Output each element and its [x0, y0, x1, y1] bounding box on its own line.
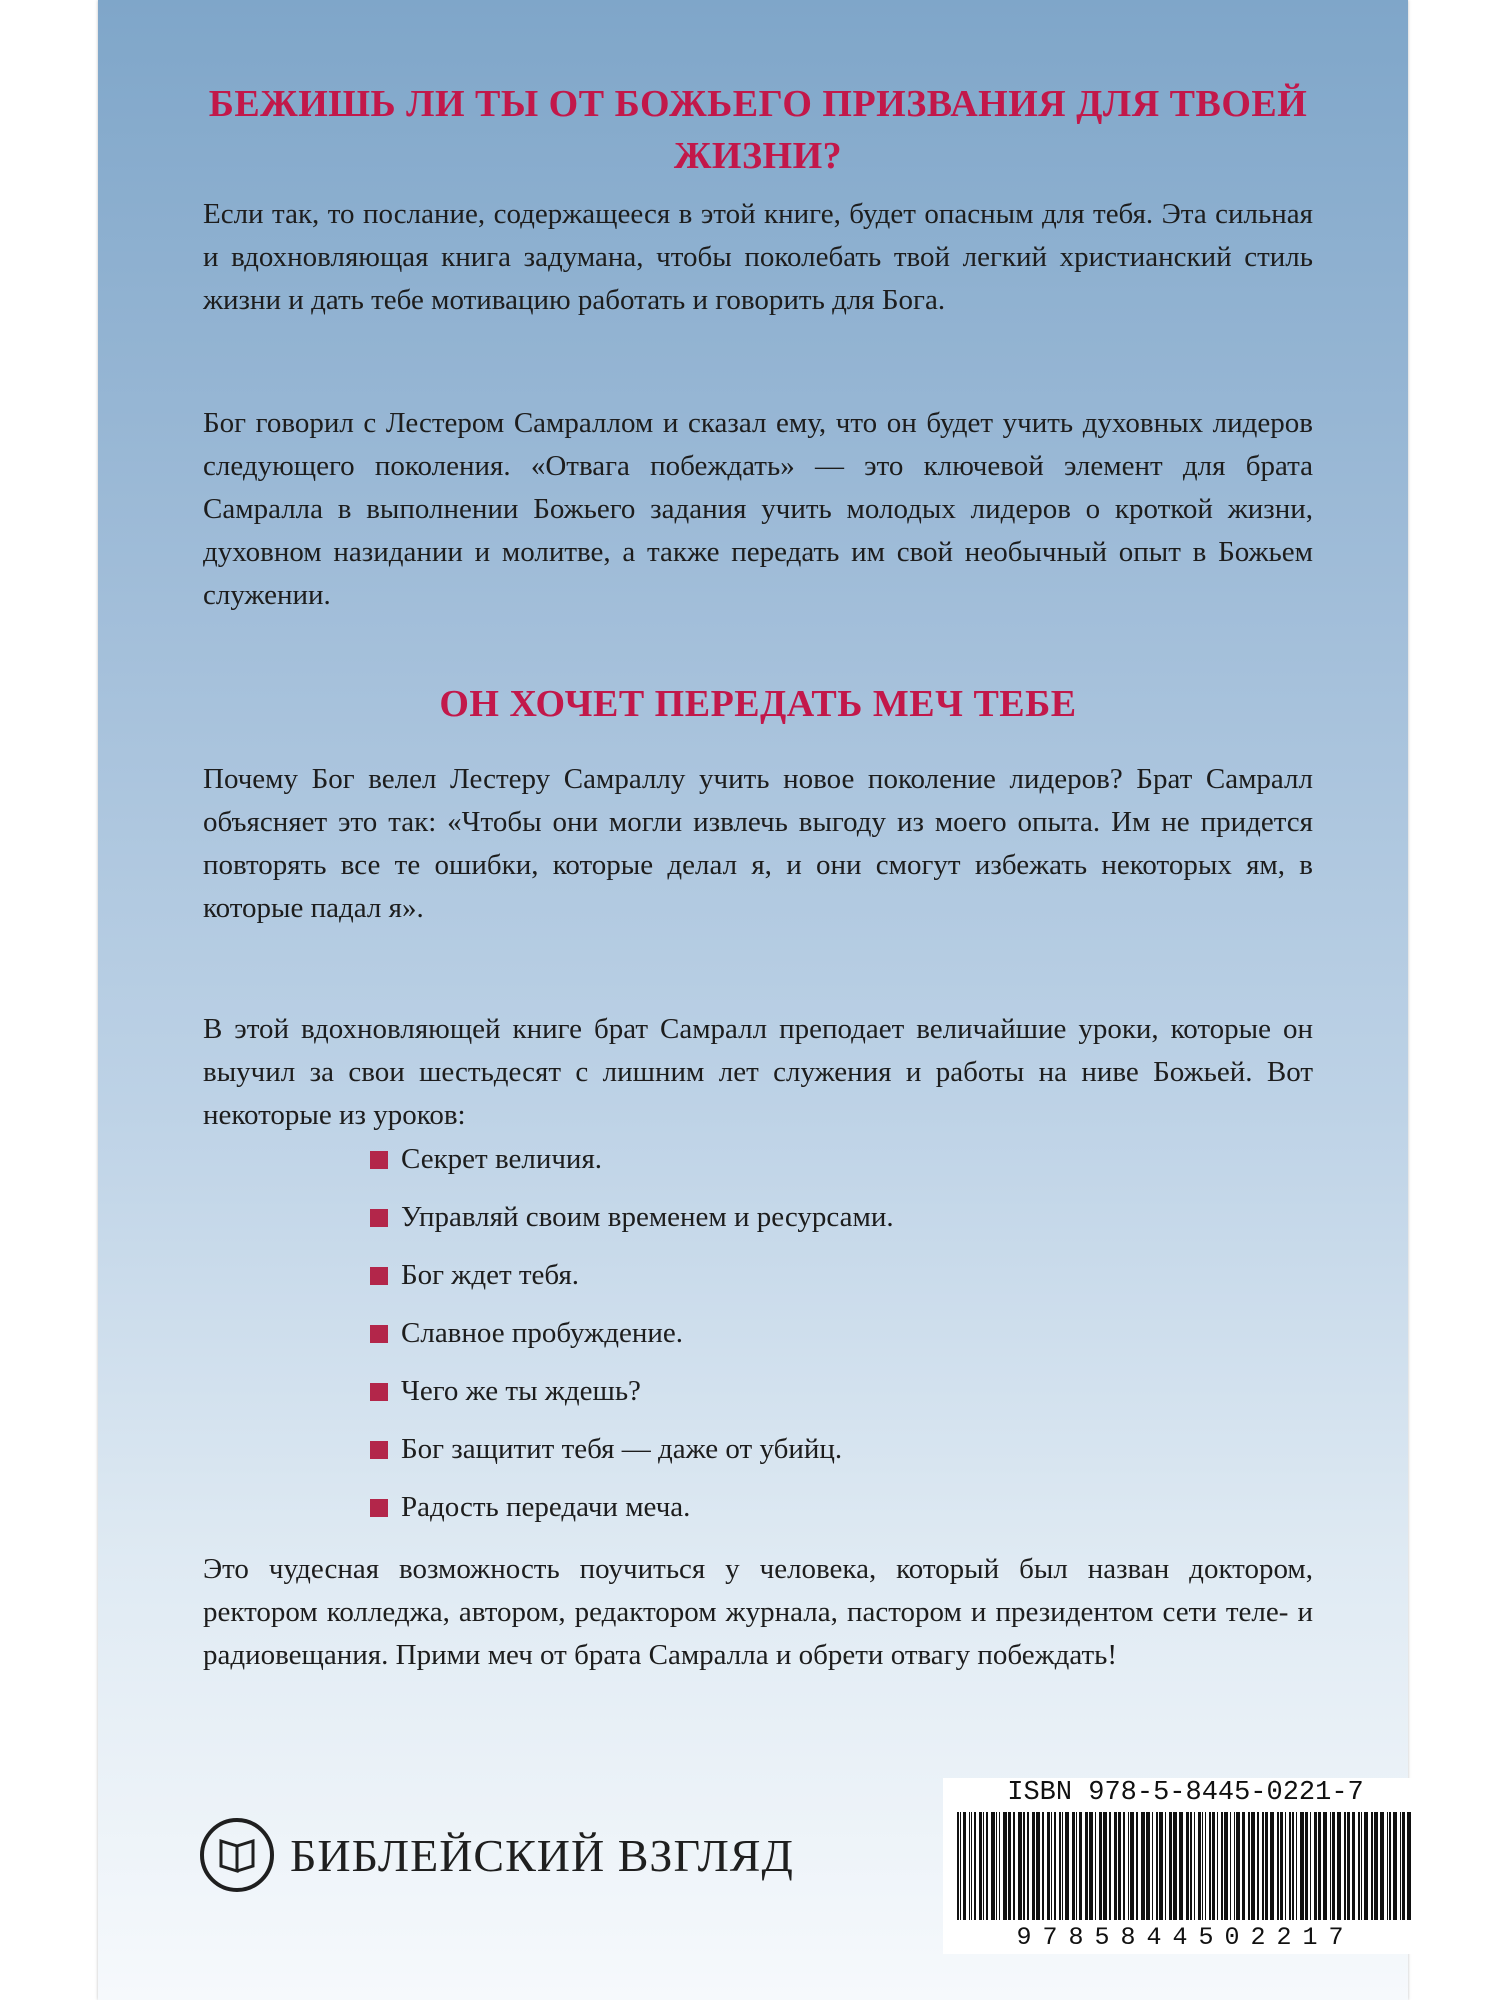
square-bullet-icon [370, 1441, 388, 1459]
open-book-icon [200, 1818, 274, 1892]
square-bullet-icon [370, 1209, 388, 1227]
square-bullet-icon [370, 1499, 388, 1517]
lesson-text: Чего же ты ждешь? [401, 1375, 641, 1407]
square-bullet-icon [370, 1151, 388, 1169]
barcode-block [943, 1778, 1428, 1954]
square-bullet-icon [370, 1325, 388, 1343]
lesson-text: Управляй своим временем и ресурсами. [401, 1201, 894, 1233]
lesson-text: Бог защитит тебя — даже от убийц. [401, 1433, 843, 1465]
lesson-text: Славное пробуждение. [401, 1317, 683, 1349]
paragraph-intro: Если так, то послание, содержащееся в этой книге, будет опасным для тебя. Эта сильная и вдохновляющая книга задумана, чтобы поколебать твой легкий христианский стиль жизни и дать тебе мотивацию работать и говорить для Бога. [203, 198, 1313, 316]
publisher-block [200, 1818, 794, 1892]
list-item [370, 1428, 894, 1486]
list-item [370, 1312, 894, 1370]
paragraph-closing: Это чудесная возможность поучиться у человека, который был назван доктором, ректором колледжа, автором, редактором журнала, пастором и президентом сети теле- и радиовещания. Прими меч от брата Самралла и обрети отвагу побеждать! [203, 1553, 1313, 1671]
square-bullet-icon [370, 1267, 388, 1285]
isbn-label: ISBN 978-5-8445-0221-7 [1007, 1778, 1364, 1808]
list-item [370, 1370, 894, 1428]
paragraph-leaders: Бог говорил с Лестером Самраллом и сказал ему, что он будет учить духовных лидеров следующего поколения. «Отвага побеждать» — это ключевой элемент для брата Самралла в выполнении Божьего задания учить молодых лидеров о кроткой жизни, духовном назидании и молитве, а также передать им свой необычный опыт в Божьем служении. [203, 407, 1313, 611]
paragraph-why: Почему Бог велел Лестеру Самраллу учить новое поколение лидеров? Брат Самралл объясняет это так: «Чтобы они могли извлечь выгоду из моего опыта. Им не придется повторять все те ошибки, которые делал я, и они смогут избежать некоторых ям, в которые падал я». [203, 763, 1313, 924]
square-bullet-icon [370, 1383, 388, 1401]
list-item [370, 1254, 894, 1312]
lesson-text: Бог ждет тебя. [401, 1259, 580, 1291]
barcode-number: 9785844502217 [1016, 1923, 1355, 1952]
list-item [370, 1196, 894, 1254]
publisher-name: БИБЛЕЙСКИЙ ВЗГЛЯД [290, 1829, 794, 1881]
paragraph-lessons-intro: В этой вдохновляющей книге брат Самралл преподает величайшие уроки, которые он выучил за свои шестьдесят с лишним лет служения и работы на ниве Божьей. Вот некоторые из уроков: [203, 1013, 1313, 1131]
back-cover [98, 0, 1408, 2000]
lessons-list [370, 1138, 894, 1544]
heading-calling: БЕЖИШЬ ЛИ ТЫ ОТ БОЖЬЕГО ПРИЗВАНИЯ ДЛЯ ТВОЕЙ ЖИЗНИ? [208, 83, 1308, 177]
lesson-text: Радость передачи меча. [401, 1491, 691, 1523]
lesson-text: Секрет величия. [401, 1143, 603, 1175]
barcode-icon [957, 1812, 1413, 1920]
list-item [370, 1486, 894, 1544]
heading-sword: ОН ХОЧЕТ ПЕРЕДАТЬ МЕЧ ТЕБЕ [439, 683, 1077, 725]
list-item [370, 1138, 894, 1196]
